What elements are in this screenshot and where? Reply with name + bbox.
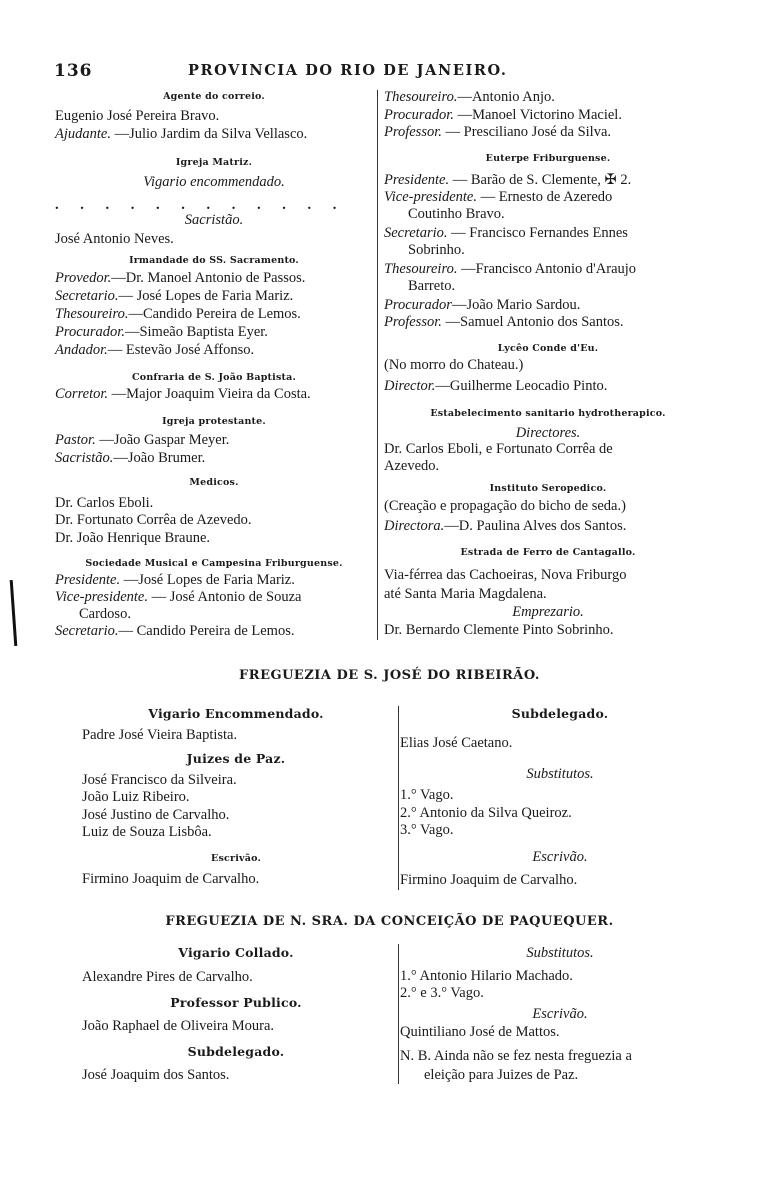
section-heading <box>82 944 390 962</box>
section-heading <box>384 544 712 562</box>
entry-text: Dr. Carlos Eboli. <box>55 495 154 511</box>
entry-line <box>55 341 254 359</box>
heading-text: Estrada de Ferro de Cantagallo. <box>460 547 636 558</box>
section-heading <box>55 474 373 492</box>
entry-line <box>55 385 311 403</box>
entry-text: 1.° Vago. <box>400 787 454 803</box>
entry-text: Elias José Caetano. <box>400 735 513 751</box>
entry-line <box>82 1017 274 1035</box>
entry-role: Professor. <box>384 124 442 140</box>
margin-mark <box>10 580 18 646</box>
entry-line <box>384 313 624 331</box>
entry-text: —Dr. Manoel Antonio de Passos. <box>111 270 306 286</box>
heading-text: Irmandade do SS. Sacramento. <box>129 255 299 266</box>
entry-text: Padre José Vieira Baptista. <box>82 727 238 743</box>
heading-text: Medicos. <box>189 477 239 488</box>
section-heading <box>82 850 390 868</box>
entry-text: — Estevão José Affonso. <box>107 342 255 358</box>
entry-line <box>384 566 626 584</box>
entry-text: eleição para Juizes de Paz. <box>424 1067 579 1083</box>
entry-line <box>82 726 237 744</box>
section-heading <box>55 88 373 106</box>
entry-line <box>55 449 205 467</box>
entry-line <box>55 287 293 305</box>
entry-text: Cardoso. <box>79 606 131 622</box>
entry-text: Firmino Joaquim de Carvalho. <box>82 871 260 887</box>
entry-line <box>82 771 237 789</box>
entry-line <box>55 125 307 143</box>
section-heading <box>82 994 390 1012</box>
entry-text: José Justino de Carvalho. <box>82 807 230 823</box>
section-heading <box>384 150 712 168</box>
entry-text: Dr. João Henrique Braune. <box>55 530 211 546</box>
section-heading <box>384 480 712 498</box>
entry-role: Thesoureiro. <box>384 89 458 105</box>
entry-text: — Presciliano José da Silva. <box>441 124 612 140</box>
entry-text: José Antonio Neves. <box>55 231 174 247</box>
entry-line <box>82 870 259 888</box>
entry-role: Secretario. <box>55 288 119 304</box>
entry-line <box>408 241 465 259</box>
entry-text: 1.° Antonio Hilario Machado. <box>400 968 573 984</box>
heading-text: Vigario Encommendado. <box>148 706 324 721</box>
entry-text: —João Gaspar Meyer. <box>95 432 230 448</box>
entry-line <box>55 571 295 589</box>
entry-role: Vice-presidente. <box>384 189 477 205</box>
entry-line <box>400 804 572 822</box>
entry-text: 2.° Antonio da Silva Queiroz. <box>400 805 572 821</box>
heading-text: Sacristão. <box>184 212 244 228</box>
entry-line <box>424 1066 578 1084</box>
heading-text: Confraria de S. João Baptista. <box>132 372 296 383</box>
entry-line <box>384 188 612 206</box>
entry-text: (No morro do Chateau.) <box>384 357 524 373</box>
entry-text: —Antonio Anjo. <box>457 89 555 105</box>
entry-text: —D. Paulina Alves dos Santos. <box>444 518 627 534</box>
entry-line <box>82 788 190 806</box>
entry-role: Secretario. <box>55 623 119 639</box>
italic-subheading <box>400 944 720 962</box>
heading-text: Igreja Matriz. <box>175 157 253 168</box>
entry-line <box>384 377 607 395</box>
entry-text: —Major Joaquim Vieira da Costa. <box>108 386 311 402</box>
entry-line <box>55 588 301 606</box>
entry-line <box>384 88 555 106</box>
leader-dots: . . . . . . . . . . . . <box>55 197 346 213</box>
entry-role: Professor. <box>384 314 442 330</box>
entry-role: Provedor. <box>55 270 112 286</box>
entry-line <box>400 786 453 804</box>
entry-role: Directora. <box>384 518 445 534</box>
entry-line <box>384 440 613 458</box>
entry-text: João Raphael de Oliveira Moura. <box>82 1018 275 1034</box>
entry-text: Barreto. <box>408 278 456 294</box>
entry-line <box>384 224 628 242</box>
entry-text: —Simeão Baptista Eyer. <box>124 324 268 340</box>
entry-role: Corretor. <box>55 386 109 402</box>
entry-text: Via-férrea das Cachoeiras, Nova Friburgo <box>384 567 627 583</box>
entry-role: Presidente. <box>384 172 450 188</box>
entry-line <box>408 205 505 223</box>
entry-text: — Ernesto de Azeredo <box>477 189 613 205</box>
italic-subheading <box>55 211 373 229</box>
entry-line <box>400 821 453 839</box>
section-heading <box>55 413 373 431</box>
entry-line <box>55 269 305 287</box>
heading-text: Vigario Collado. <box>178 945 294 960</box>
italic-subheading <box>55 173 373 191</box>
entry-line <box>384 296 580 314</box>
heading-text: Euterpe Friburguense. <box>485 153 611 164</box>
entry-text: José Francisco da Silveira. <box>82 772 237 788</box>
heading-text: Vigario encommendado. <box>143 174 285 190</box>
entry-text: Alexandre Pires de Carvalho. <box>82 969 253 985</box>
entry-text: Dr. Bernardo Clemente Pinto Sobrinho. <box>384 622 614 638</box>
entry-text: —Samuel Antonio dos Santos. <box>441 314 624 330</box>
heading-text: Emprezario. <box>512 604 584 620</box>
entry-line <box>400 984 484 1002</box>
entry-line <box>384 457 439 475</box>
entry-line <box>55 107 219 125</box>
heading-text: Subdelegado. <box>511 706 609 721</box>
italic-subheading <box>400 848 720 866</box>
heading-text: Instituto Seropedico. <box>489 483 607 494</box>
entry-text: —Candido Pereira de Lemos. <box>128 306 301 322</box>
entry-role: Sacristão. <box>55 450 114 466</box>
entry-role: Thesoureiro. <box>384 261 458 277</box>
heading-text: Substitutos. <box>526 945 594 961</box>
entry-text: Sobrinho. <box>408 242 465 258</box>
entry-text: —José Lopes de Faria Mariz. <box>120 572 295 588</box>
entry-text: Firmino Joaquim de Carvalho. <box>400 872 578 888</box>
entry-role: Procurador. <box>384 107 454 123</box>
entry-line <box>384 171 631 189</box>
entry-text: Quintiliano José de Mattos. <box>400 1024 560 1040</box>
heading-text: Sociedade Musical e Campesina Friburguense. <box>85 558 343 569</box>
entry-text: José Joaquim dos Santos. <box>82 1067 230 1083</box>
section-title-sao-jose-do-ribeirao: FREGUEZIA DE S. JOSÉ DO RIBEIRÃO. <box>239 668 540 683</box>
entry-role: Ajudante. <box>55 126 111 142</box>
entry-role: Procurador. <box>55 324 125 340</box>
italic-subheading <box>400 1005 720 1023</box>
section-heading <box>384 405 712 423</box>
entry-line <box>400 734 512 752</box>
entry-text: — Francisco Fernandes Ennes <box>447 225 628 241</box>
entry-line <box>408 277 455 295</box>
entry-line <box>55 323 268 341</box>
entry-role: Director. <box>384 378 436 394</box>
entry-text: Luiz de Souza Lisbôa. <box>82 824 212 840</box>
column-divider <box>398 706 399 890</box>
section-heading <box>400 705 720 723</box>
heading-text: Lycêo Conde d'Eu. <box>497 343 599 354</box>
entry-text: João Luiz Ribeiro. <box>82 789 190 805</box>
italic-subheading <box>384 603 712 621</box>
entry-text: N. B. Ainda não se fez nesta freguezia a <box>400 1048 632 1064</box>
entry-role: Procurador <box>384 297 452 313</box>
heading-text: Escrivão. <box>532 1006 588 1022</box>
entry-text: 2.° e 3.° Vago. <box>400 985 484 1001</box>
entry-line <box>79 605 131 623</box>
entry-line <box>55 494 153 512</box>
heading-text: Escrivão. <box>532 849 588 865</box>
entry-line <box>384 106 622 124</box>
entry-text: Eugenio José Pereira Bravo. <box>55 108 220 124</box>
entry-line <box>384 356 523 374</box>
entry-text: Dr. Fortunato Corrêa de Azevedo. <box>55 512 252 528</box>
entry-text: Azevedo. <box>384 458 440 474</box>
entry-line <box>384 123 611 141</box>
heading-text: Igreja protestante. <box>162 416 266 427</box>
heading-text: Estabelecimento sanitario hydrotherapico. <box>430 408 666 419</box>
column-divider <box>377 90 378 640</box>
heading-text: Professor Publico. <box>170 995 302 1010</box>
entry-line <box>55 431 229 449</box>
entry-text: — José Antonio de Souza <box>148 589 302 605</box>
column-divider <box>398 944 399 1084</box>
entry-text: Coutinho Bravo. <box>408 206 505 222</box>
entry-text: — Candido Pereira de Lemos. <box>118 623 295 639</box>
entry-text: —Francisco Antonio d'Araujo <box>457 261 637 277</box>
entry-text: — Barão de S. Clemente, ✠ 2. <box>449 172 632 188</box>
entry-text: — José Lopes de Faria Mariz. <box>118 288 294 304</box>
entry-line <box>400 871 577 889</box>
entry-role: Thesoureiro. <box>55 306 129 322</box>
entry-line <box>82 823 212 841</box>
entry-line <box>384 621 614 639</box>
section-heading <box>82 1043 390 1061</box>
entry-role: Pastor. <box>55 432 96 448</box>
heading-text: Directores. <box>515 425 581 441</box>
heading-text: Juizes de Paz. <box>186 751 286 766</box>
entry-text: 3.° Vago. <box>400 822 454 838</box>
entry-line <box>55 511 252 529</box>
entry-line <box>384 260 636 278</box>
section-heading <box>55 154 373 172</box>
section-heading <box>82 750 390 768</box>
entry-role: Vice-presidente. <box>55 589 148 605</box>
heading-text: Subdelegado. <box>187 1044 285 1059</box>
entry-role: Andador. <box>55 342 108 358</box>
entry-line <box>82 806 229 824</box>
entry-line <box>55 622 294 640</box>
entry-text: —Julio Jardim da Silva Vellasco. <box>110 126 308 142</box>
entry-line <box>82 968 253 986</box>
entry-line <box>384 517 626 535</box>
entry-text: (Creação e propagação do bicho de seda.) <box>384 498 626 514</box>
heading-text: Agente do correio. <box>163 91 265 102</box>
section-title-conceicao-de-paquequer: FREGUEZIA DE N. SRA. DA CONCEIÇÃO DE PAQUEQUER. <box>165 914 614 929</box>
entry-text: —Guilherme Leocadio Pinto. <box>435 378 608 394</box>
entry-text: —João Brumer. <box>113 450 206 466</box>
entry-line <box>400 1047 632 1065</box>
entry-text: —João Mario Sardou. <box>451 297 581 313</box>
italic-subheading <box>400 765 720 783</box>
entry-line <box>82 1066 229 1084</box>
entry-text: Dr. Carlos Eboli, e Fortunato Corrêa de <box>384 441 613 457</box>
entry-line <box>55 529 210 547</box>
entry-role: Secretario. <box>384 225 448 241</box>
section-heading <box>82 705 390 723</box>
heading-text: Substitutos. <box>526 766 594 782</box>
page-number: 136 <box>54 61 93 81</box>
entry-role: Presidente. <box>55 572 121 588</box>
entry-text: —Manoel Victorino Maciel. <box>453 107 622 123</box>
entry-text: até Santa Maria Magdalena. <box>384 586 547 602</box>
entry-line <box>55 305 301 323</box>
section-heading <box>55 252 373 270</box>
entry-line <box>55 230 174 248</box>
page-header-title: PROVINCIA DO RIO DE JANEIRO. <box>188 62 508 79</box>
entry-line <box>384 585 547 603</box>
entry-line <box>400 1023 560 1041</box>
heading-text: Escrivão. <box>211 853 261 864</box>
entry-line <box>400 967 573 985</box>
entry-line <box>384 497 626 515</box>
